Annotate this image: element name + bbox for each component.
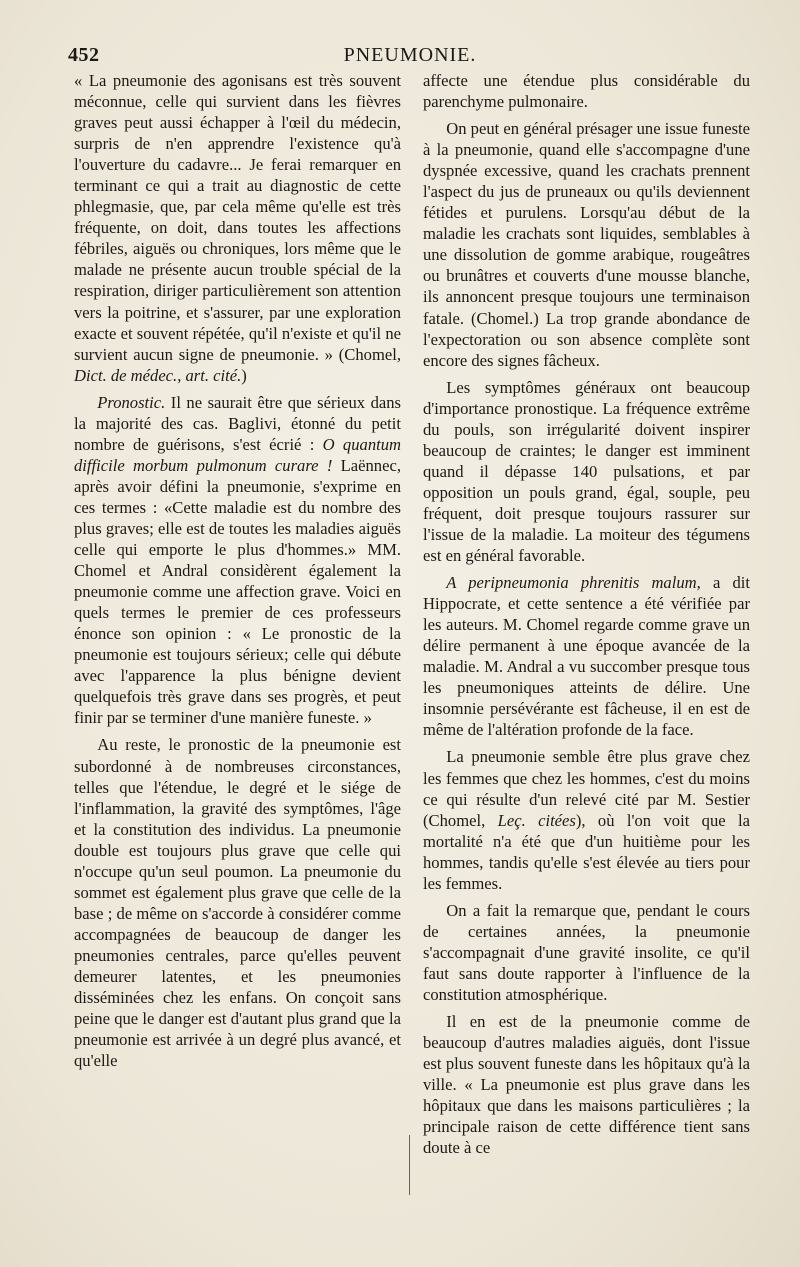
right-paragraph-7: Il en est de la pneumonie comme de beaucoup d'autres maladies aiguës, dont l'issue est plus souvent funeste dans les hôpitaux qu'à la ville. « La pneumonie est plus grave dans les hôpitaux que dans les maisons particulières ; la principale raison de cette différence tient sans doute à ce — [423, 1012, 750, 1158]
right-paragraph-2: On peut en général présager une issue funeste à la pneumonie, quand elle s'accompagne d'une dyspnée excessive, quand les crachats prennent l'aspect du jus de pruneaux ou qu'ils deviennent fétides et purulens. Lorsqu'au début de la maladie les crachats sont liquides, semblables à une dissolution de gomme arabique, rougeâtres ou brunâtres et couverts d'une mousse blanche, ils annoncent presque toujours une terminaison fatale. (Chomel.) La trop grande abondance de l'expectoration ou son absence complète sont encore des signes fâcheux. — [423, 119, 750, 370]
left-paragraph-3: Au reste, le pronostic de la pneumonie est subordonné à de nombreuses circonstances, telles que l'étendue, le degré et le siége de l'inflammation, la gravité des symptômes, l'âge et la constitution des individus. La pneumonie double est toujours plus grave que celle qui n'occupe qu'un seul poumon. La pneumonie du sommet est également plus grave que celle de la base ; de même on s'accorde à considérer comme accompagnées de beaucoup de danger les pneumonies centrales, parce qu'elles peuvent demeurer latentes, et les pneumonies disséminées chez les enfans. On conçoit sans peine que le danger est d'autant plus grand que la pneumonie est arrivée à un degré plus avancé, et qu'elle — [74, 735, 401, 1071]
right-paragraph-4: A peripneumonia phrenitis malum, a dit Hippocrate, et cette sentence a été vérifiée par les auteurs. M. Chomel regarde comme grave un délire permanent à une époque avancée de la maladie. M. Andral a vu succomber presque tous les pneumoniques atteints de délire. Une insomnie persévérante est fâcheuse, il en est de même de l'altération profonde de la face. — [423, 573, 751, 740]
right-paragraph-3: Les symptômes généraux ont beaucoup d'importance pronostique. La fréquence extrême du pouls, son irrégularité doivent inspirer beaucoup de craintes; le danger est imminent quand il dépasse 140 pulsations, et par opposition un pouls grand, égal, souple, peu fréquent, doit presque toujours rassurer sur l'issue de la maladie. La moiteur des tégumens est en général favorable. — [423, 377, 750, 566]
running-title: PNEUMONIE. — [343, 44, 477, 66]
right-paragraph-5: La pneumonie semble être plus grave chez les femmes que chez les hommes, c'est du moins ce qui résulte d'un relevé cité par M. Sestier (Chomel, Leç. citées), où l'on voit que la mortalité n'a été que d'un huitième pour les hommes, tandis qu'elle s'est élevée au tiers pour les femmes. — [423, 747, 750, 893]
page-header — [68, 44, 752, 70]
column-divider — [409, 1135, 410, 1195]
left-column — [74, 70, 401, 1071]
left-paragraph-1: « La pneumonie des agonisans est très souvent méconnue, celle qui survient dans les fièvres graves peut aussi échapper à l'œil du médecin, surpris de n'en apprendre l'existence qu'à l'ouverture du cadavre... Je ferai remarquer en terminant ce qui a trait au diagnostic de cette phlegmasie, que, par cela même qu'elle est très fréquente, on doit, dans toutes les affections fébriles, aiguës ou chroniques, lors même que le malade ne présente aucun trouble spécial de la respiration, diriger particulièrement son attention vers la poitrine, et s'assurer, par une exploration exacte et souvent répétée, qu'il n'existe et qu'il ne survient aucun signe de pneumonie. » (Chomel, Dict. de médec., art. cité.) — [74, 71, 401, 385]
right-paragraph-1: affecte une étendue plus considérable du parenchyme pulmonaire. — [423, 71, 750, 112]
left-paragraph-2: Pronostic. Il ne saurait être que sérieux dans la majorité des cas. Baglivi, étonné du petit nombre de guérisons, s'est écrié : O quantum difficile morbum pulmonum curare ! Laënnec, après avoir défini la pneumonie, s'exprime en ces termes : «Cette maladie est du nombre des plus graves; elle est de toutes les maladies aiguës celle qui emporte le plus d'hommes.» MM. Chomel et Andral considèrent également la pneumonie comme une affection grave. Voici en quels termes le premier de ces professeurs énonce son opinion : « Le pronostic de la pneumonie est toujours sérieux; celle qui débute avec l'apparence la plus bénigne devient quelquefois très grave dans ses progrès, et peut finir par se terminer d'une manière funeste. » — [74, 392, 402, 728]
right-column — [423, 70, 750, 1158]
right-paragraph-6: On a fait la remarque que, pendant le cours de certaines années, la pneumonie s'accompagnait d'une gravité insolite, ce qu'il faut sans doute rapporter à l'influence de la constitution atmosphérique. — [423, 900, 750, 1004]
page-number: 452 — [68, 44, 100, 66]
